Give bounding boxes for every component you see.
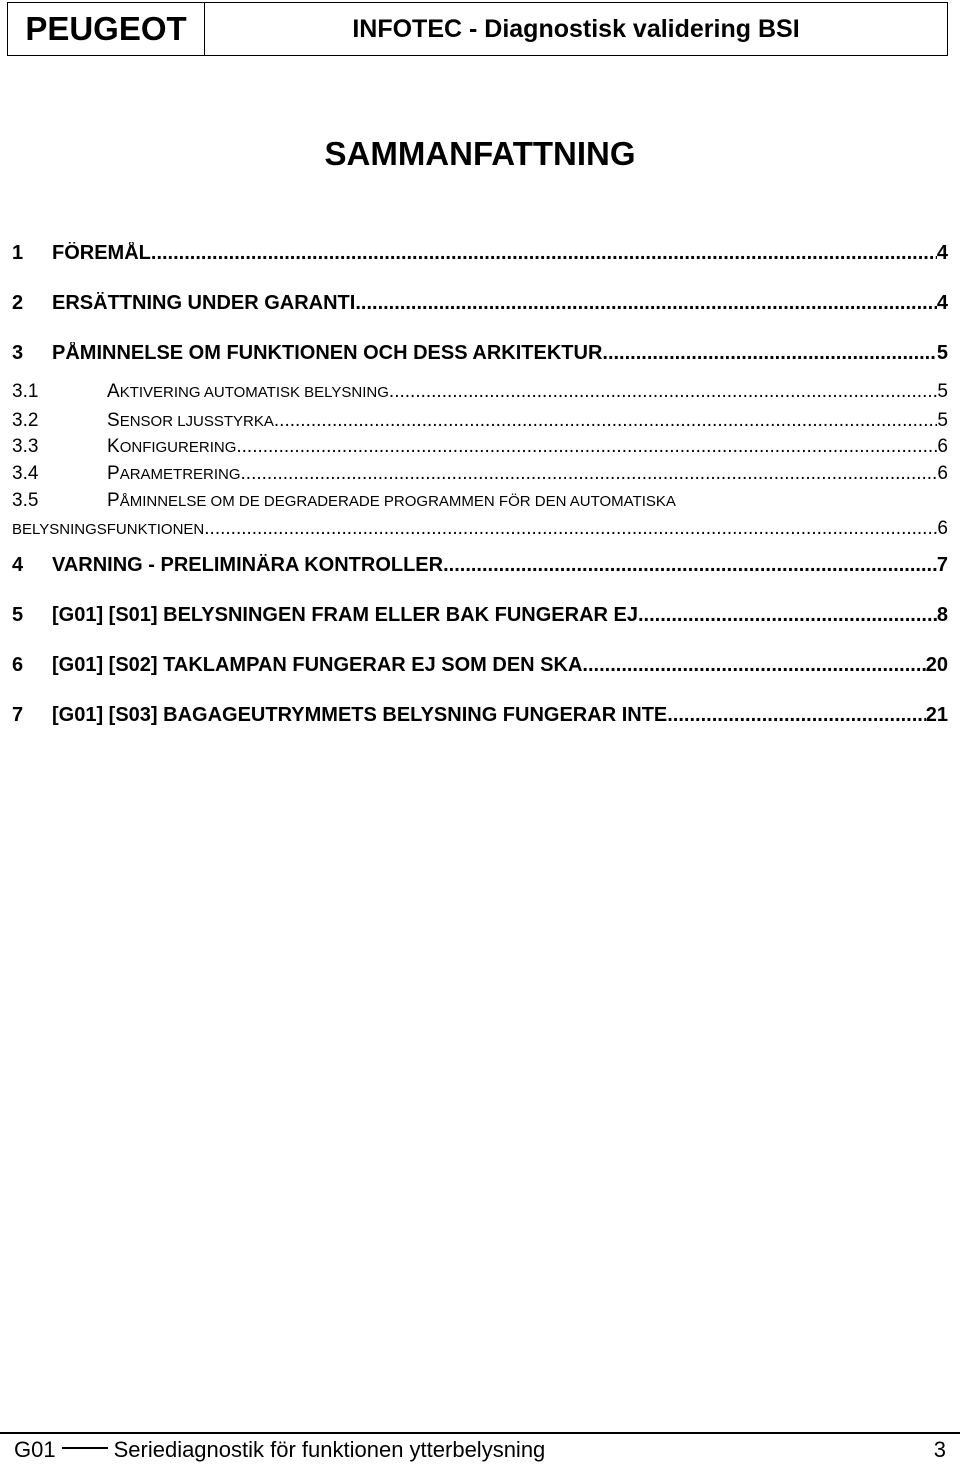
toc-number: 1 — [12, 242, 24, 264]
toc-subentry[interactable] — [12, 436, 948, 458]
toc-label: [G01] [S03] BAGAGEUTRYMMETS BELYSNING FUNGERAR INTE — [52, 704, 668, 726]
toc-page: 5 — [937, 410, 948, 431]
toc-leader — [274, 410, 938, 432]
toc-label-continuation: BELYSNINGSFUNKTIONEN — [12, 521, 205, 538]
toc-label: FÖREMÅL — [52, 242, 151, 264]
toc-number: 2 — [12, 292, 24, 314]
toc-leader — [638, 604, 937, 627]
page-number: 3 — [933, 1437, 946, 1462]
toc-page: 8 — [936, 604, 948, 626]
toc-number: 3.1 — [12, 381, 39, 402]
page-header — [7, 2, 948, 56]
toc-leader — [151, 242, 937, 265]
toc-number: 3.5 — [12, 490, 39, 511]
document-heading: SAMMANFATTNING — [324, 135, 636, 172]
toc-label: [G01] [S01] BELYSNINGEN FRAM ELLER BAK FUNGERAR EJ — [52, 604, 638, 626]
toc-page: 6 — [937, 436, 948, 457]
toc-entry[interactable] — [12, 342, 948, 365]
toc-entry[interactable] — [12, 242, 948, 265]
toc-page: 5 — [937, 381, 948, 402]
toc-label: VARNING - PRELIMINÄRA KONTROLLER — [52, 554, 444, 576]
toc-label: KONFIGURERING — [107, 436, 237, 457]
toc-page: 7 — [936, 554, 948, 576]
toc-subentry-continuation[interactable] — [12, 518, 948, 540]
toc-page: 4 — [936, 242, 948, 264]
toc-leader — [582, 654, 925, 677]
toc-subentry[interactable] — [12, 410, 948, 432]
toc-subentry[interactable] — [12, 381, 948, 403]
toc-leader — [355, 292, 937, 315]
footer-rule — [0, 1432, 960, 1434]
toc-number: 7 — [12, 704, 24, 726]
toc-leader — [389, 381, 938, 403]
toc-number: 5 — [12, 604, 24, 626]
toc-leader — [602, 342, 936, 365]
toc-number: 3 — [12, 342, 24, 364]
toc-page: 21 — [925, 704, 948, 726]
toc-number: 4 — [12, 554, 24, 576]
toc-label: AKTIVERING AUTOMATISK BELYSNING — [107, 381, 389, 402]
toc-entry[interactable] — [12, 604, 948, 627]
toc-leader — [241, 463, 938, 485]
toc-page: 5 — [936, 342, 948, 364]
header-title: INFOTEC - Diagnostisk validering BSI — [352, 14, 800, 43]
footer-dash — [62, 1447, 108, 1449]
toc-leader — [443, 554, 937, 577]
footer-text: Seriediagnostik för funktionen ytterbelysning — [113, 1437, 546, 1462]
toc-label: ERSÄTTNING UNDER GARANTI — [52, 292, 356, 314]
toc-subentry[interactable] — [12, 463, 948, 485]
toc-leader — [667, 704, 926, 727]
toc-label: PÅMINNELSE OM FUNKTIONEN OCH DESS ARKITEKTUR — [52, 342, 603, 364]
footer-title — [14, 1437, 545, 1463]
toc-page: 4 — [936, 292, 948, 314]
toc-subentry[interactable] — [12, 490, 948, 512]
toc-entry[interactable] — [12, 704, 948, 727]
toc-page: 20 — [925, 654, 948, 676]
toc-entry[interactable] — [12, 654, 948, 677]
toc-label: PÅMINNELSE OM DE DEGRADERADE PROGRAMMEN FÖR DEN AUTOMATISKA — [107, 490, 676, 511]
toc-label: [G01] [S02] TAKLAMPAN FUNGERAR EJ SOM DEN SKA — [52, 654, 583, 676]
toc-number: 3.4 — [12, 463, 39, 484]
toc-number: 3.2 — [12, 410, 39, 431]
toc-page: 6 — [937, 518, 948, 539]
toc-page: 6 — [937, 463, 948, 484]
toc-label: SENSOR LJUSSTYRKA — [107, 410, 274, 431]
footer-code: G01 — [14, 1437, 56, 1462]
toc-leader — [236, 436, 937, 458]
brand-name: PEUGEOT — [8, 3, 205, 55]
toc-number: 3.3 — [12, 436, 39, 457]
toc-entry[interactable] — [12, 292, 948, 315]
toc-leader — [204, 518, 937, 540]
toc-label: PARAMETRERING — [107, 463, 241, 484]
toc-number: 6 — [12, 654, 24, 676]
toc-entry[interactable] — [12, 554, 948, 577]
